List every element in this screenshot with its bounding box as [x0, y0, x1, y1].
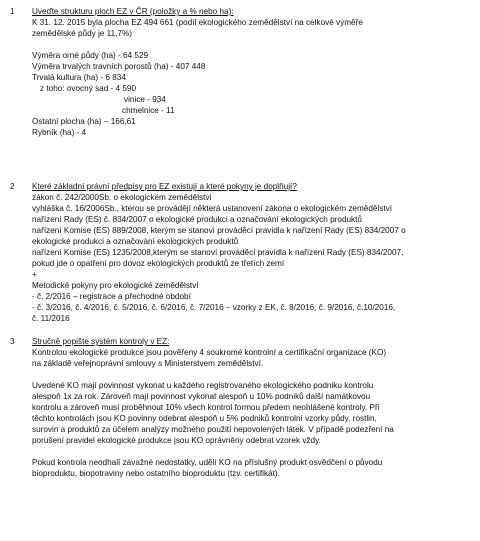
- area-subitem-orchard: z toho: ovocný sad - 4 590: [40, 84, 137, 93]
- paragraph-line: porušení pravidel ekologické produkce jsou KO oprávněny odebrat vzorek vždy.: [32, 436, 321, 445]
- plus-sign: +: [32, 270, 37, 279]
- legislation-line: nařízení Rady (ES) č. 834/2007 o ekologické produkci a označování ekologických produktů: [32, 215, 362, 224]
- legislation-line: zákon č. 242/2000Sb. o ekologickém zemědělství: [32, 193, 212, 202]
- area-subitem-vineyard: vinice - 934: [124, 95, 166, 104]
- section-1-intro-line: K 31. 12. 2015 byla plocha EZ 494 661 (podíl ekologického zemědělství na celkové výměře: [32, 18, 363, 27]
- area-item: Výměra orné půdy (ha) - 64 529: [32, 51, 149, 60]
- section-1-intro-line: zemědělské půdy je 11,7%): [32, 29, 132, 38]
- legislation-line: ekologické produkci a označování ekologických produktů: [32, 237, 239, 246]
- paragraph-line: na základě veřejnoprávní smlouvy s Ministerstvem zemědělství.: [32, 359, 264, 368]
- section-3-heading: Stručně popište systém kontroly v EZ:: [32, 337, 170, 346]
- paragraph-line: surovin a produktů za účelem analýzy možného použití nepovolených látek. V případě podezření na: [32, 425, 394, 434]
- legislation-line: nařízení Komise (ES) 889/2008, kterým se stanoví prováděcí pravidla k nařízení Rady (ES) 834/2007 o: [32, 226, 406, 235]
- paragraph-line: Pokud kontrola neodhalí závažné nedostatky, udělí KO na příslušný produkt osvědčení o původu: [32, 458, 383, 467]
- paragraph-line: kontrolu a zároveň musí proběhnout 10% všech kontrol formou předem neohlášené kontroly. Při: [32, 403, 380, 412]
- paragraph-line: Uvedené KO mají povinnost vykonat u každého registrovaného ekologického podniku kontrolu: [32, 381, 374, 390]
- paragraph-line: bioproduktu, biopotraviny nebo ostatního bioproduktu (tzv. certifikát).: [32, 469, 280, 478]
- section-2-number: 2: [10, 182, 15, 191]
- area-item: Výměra trvalých travních porostů (ha) - 407 448: [32, 62, 206, 71]
- area-item: Trvalá kultura (ha) - 6 834: [32, 73, 126, 82]
- paragraph-line: Kontrolou ekologické produkce jsou pověřeny 4 soukromé kontrolní a certifikační organizace (KO): [32, 348, 387, 357]
- guidelines-line: Metodické pokyny pro ekologické zemědělství: [32, 281, 199, 290]
- area-item: Rybník (ha) - 4: [32, 128, 87, 137]
- guidelines-line: č. 11/2016: [32, 314, 70, 323]
- section-3-number: 3: [10, 337, 15, 346]
- guidelines-line: - č. 3/2016, č. 4/2016, č. 5/2016, č. 6/2016, č. 7/2016 – vzorky z EK, č. 8/2016, č. 9/2016, č.10/2016,: [32, 303, 396, 312]
- paragraph-line: těchto kontrolách jsou KO povinny odebrat alespoň u 5% podniků kontrolní vzorky půdy, rostlin,: [32, 414, 377, 423]
- section-3-body: [32, 336, 474, 479]
- section-2-heading: Které základní právní předpisy pro EZ existují a které pokyny je doplňují?: [32, 182, 297, 191]
- legislation-line: pokud jde o opatření pro dovoz ekologických produktů ze třetích zemí: [32, 259, 285, 268]
- guidelines-line: - č. 2/2016 – registrace a přechodné období: [32, 292, 191, 301]
- section-2-body: [32, 181, 474, 324]
- area-item: Ostatní plocha (ha) – 166,61: [32, 117, 136, 126]
- legislation-line: nařízení Komise (ES) 1235/2008,kterým se stanoví prováděcí pravidla k nařízení Rady (ES) 834/2007,: [32, 248, 404, 257]
- section-1-heading: Uveďte strukturu ploch EZ v ČR (položky a % nebo ha):: [32, 7, 234, 16]
- paragraph-line: alespoň 1x za rok. Zároveň mají povinnost vykonat alespoň u 10% podniků další namátkovou: [32, 392, 371, 401]
- section-1-number: 1: [10, 7, 15, 16]
- legislation-line: vyhláška č. 16/2006Sb., kterou se provádějí některá ustanovení zákona o ekologickém zemědělství: [32, 204, 393, 213]
- area-subitem-hops: chmelnice - 11: [122, 106, 175, 115]
- section-1-body: [32, 6, 474, 138]
